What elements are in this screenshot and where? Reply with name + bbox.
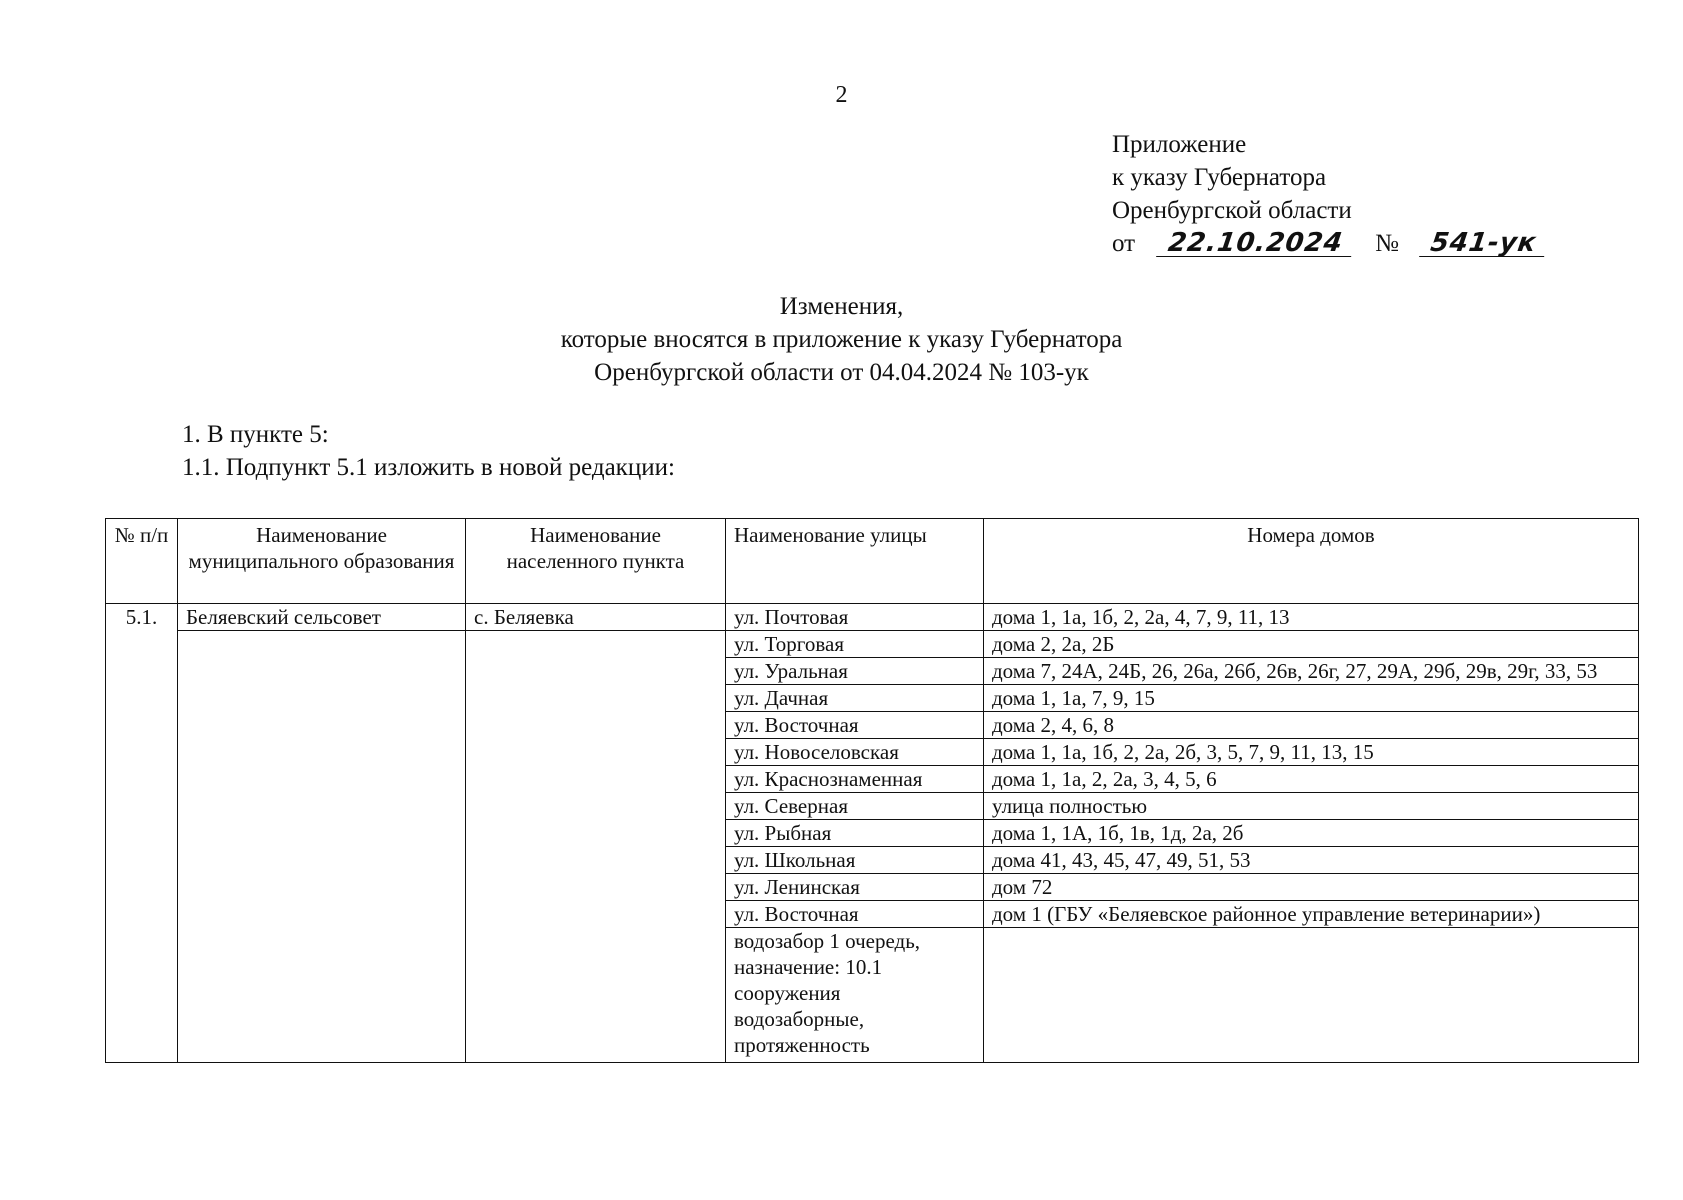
page-number: 2 (835, 82, 848, 108)
street-cell: ул. Почтовая (726, 604, 984, 631)
document-title (0, 290, 1683, 389)
houses-cell: улица полностью (984, 793, 1639, 820)
street-cell: ул. Дачная (726, 685, 984, 712)
street-cell: ул. Торговая (726, 631, 984, 658)
handwritten-number: 541-ук (1420, 230, 1549, 257)
item-number-cell: 5.1. (106, 604, 178, 1063)
houses-cell: дома 2, 4, 6, 8 (984, 712, 1639, 739)
appendix-block (1112, 128, 1546, 260)
street-cell: ул. Восточная (726, 901, 984, 928)
table-header-row (106, 519, 1639, 604)
street-cell: ул. Ленинская (726, 874, 984, 901)
street-cell: ул. Краснознаменная (726, 766, 984, 793)
houses-cell: дома 7, 24А, 24Б, 26, 26а, 26б, 26в, 26г, 27, 29А, 29б, 29в, 29г, 33, 53 (984, 658, 1639, 685)
title-line-2: которые вносятся в приложение к указу Губернатора (560, 326, 1123, 353)
appendix-line-2: к указу Губернатора (1112, 164, 1327, 191)
street-cell: ул. Восточная (726, 712, 984, 739)
street-cell: ул. Рыбная (726, 820, 984, 847)
number-label: № (1375, 230, 1399, 257)
appendix-line-1: Приложение (1112, 131, 1247, 158)
settlement-empty-cell (466, 631, 726, 1063)
header-houses: Номера домов (984, 519, 1639, 604)
handwritten-date: 22.10.2024 (1156, 230, 1355, 257)
houses-cell: дома 1, 1а, 1б, 2, 2а, 2б, 3, 5, 7, 9, 11, 13, 15 (984, 739, 1639, 766)
houses-cell: дома 1, 1а, 1б, 2, 2а, 4, 7, 9, 11, 13 (984, 604, 1639, 631)
street-cell: водозабор 1 очередь, назначение: 10.1 сооружения водозаборные, протяженность (726, 928, 984, 1063)
header-street: Наименование улицы (726, 519, 984, 604)
title-line-3: Оренбургской области от 04.04.2024 № 103-ук (594, 359, 1089, 386)
houses-cell: дом 72 (984, 874, 1639, 901)
settlement-cell: с. Беляевка (466, 604, 726, 631)
paragraph-1: 1. В пункте 5: (182, 421, 329, 448)
table-row (106, 631, 1639, 658)
street-cell: ул. Новоселовская (726, 739, 984, 766)
houses-table (105, 518, 1639, 1063)
paragraph-2: 1.1. Подпункт 5.1 изложить в новой редакции: (182, 454, 675, 481)
header-municipality: Наименование муниципального образования (178, 519, 466, 604)
appendix-line-3: Оренбургской области (1112, 197, 1352, 224)
houses-cell: дом 1 (ГБУ «Беляевское районное управление ветеринарии») (984, 901, 1639, 928)
from-label: от (1112, 230, 1136, 257)
street-cell: ул. Северная (726, 793, 984, 820)
houses-cell: дома 1, 1а, 2, 2а, 3, 4, 5, 6 (984, 766, 1639, 793)
appendix-date-line (1112, 227, 1546, 260)
houses-cell (984, 928, 1639, 1063)
street-cell: ул. Школьная (726, 847, 984, 874)
houses-cell: дома 2, 2а, 2Б (984, 631, 1639, 658)
houses-cell: дома 41, 43, 45, 47, 49, 51, 53 (984, 847, 1639, 874)
houses-cell: дома 1, 1а, 7, 9, 15 (984, 685, 1639, 712)
street-cell: ул. Уральная (726, 658, 984, 685)
municipality-empty-cell (178, 631, 466, 1063)
houses-cell: дома 1, 1А, 1б, 1в, 1д, 2а, 2б (984, 820, 1639, 847)
table-row (106, 604, 1639, 631)
header-number: № п/п (106, 519, 178, 604)
municipality-cell: Беляевский сельсовет (178, 604, 466, 631)
title-line-1: Изменения, (779, 293, 904, 320)
body-text (182, 418, 675, 484)
header-settlement: Наименование населенного пункта (466, 519, 726, 604)
